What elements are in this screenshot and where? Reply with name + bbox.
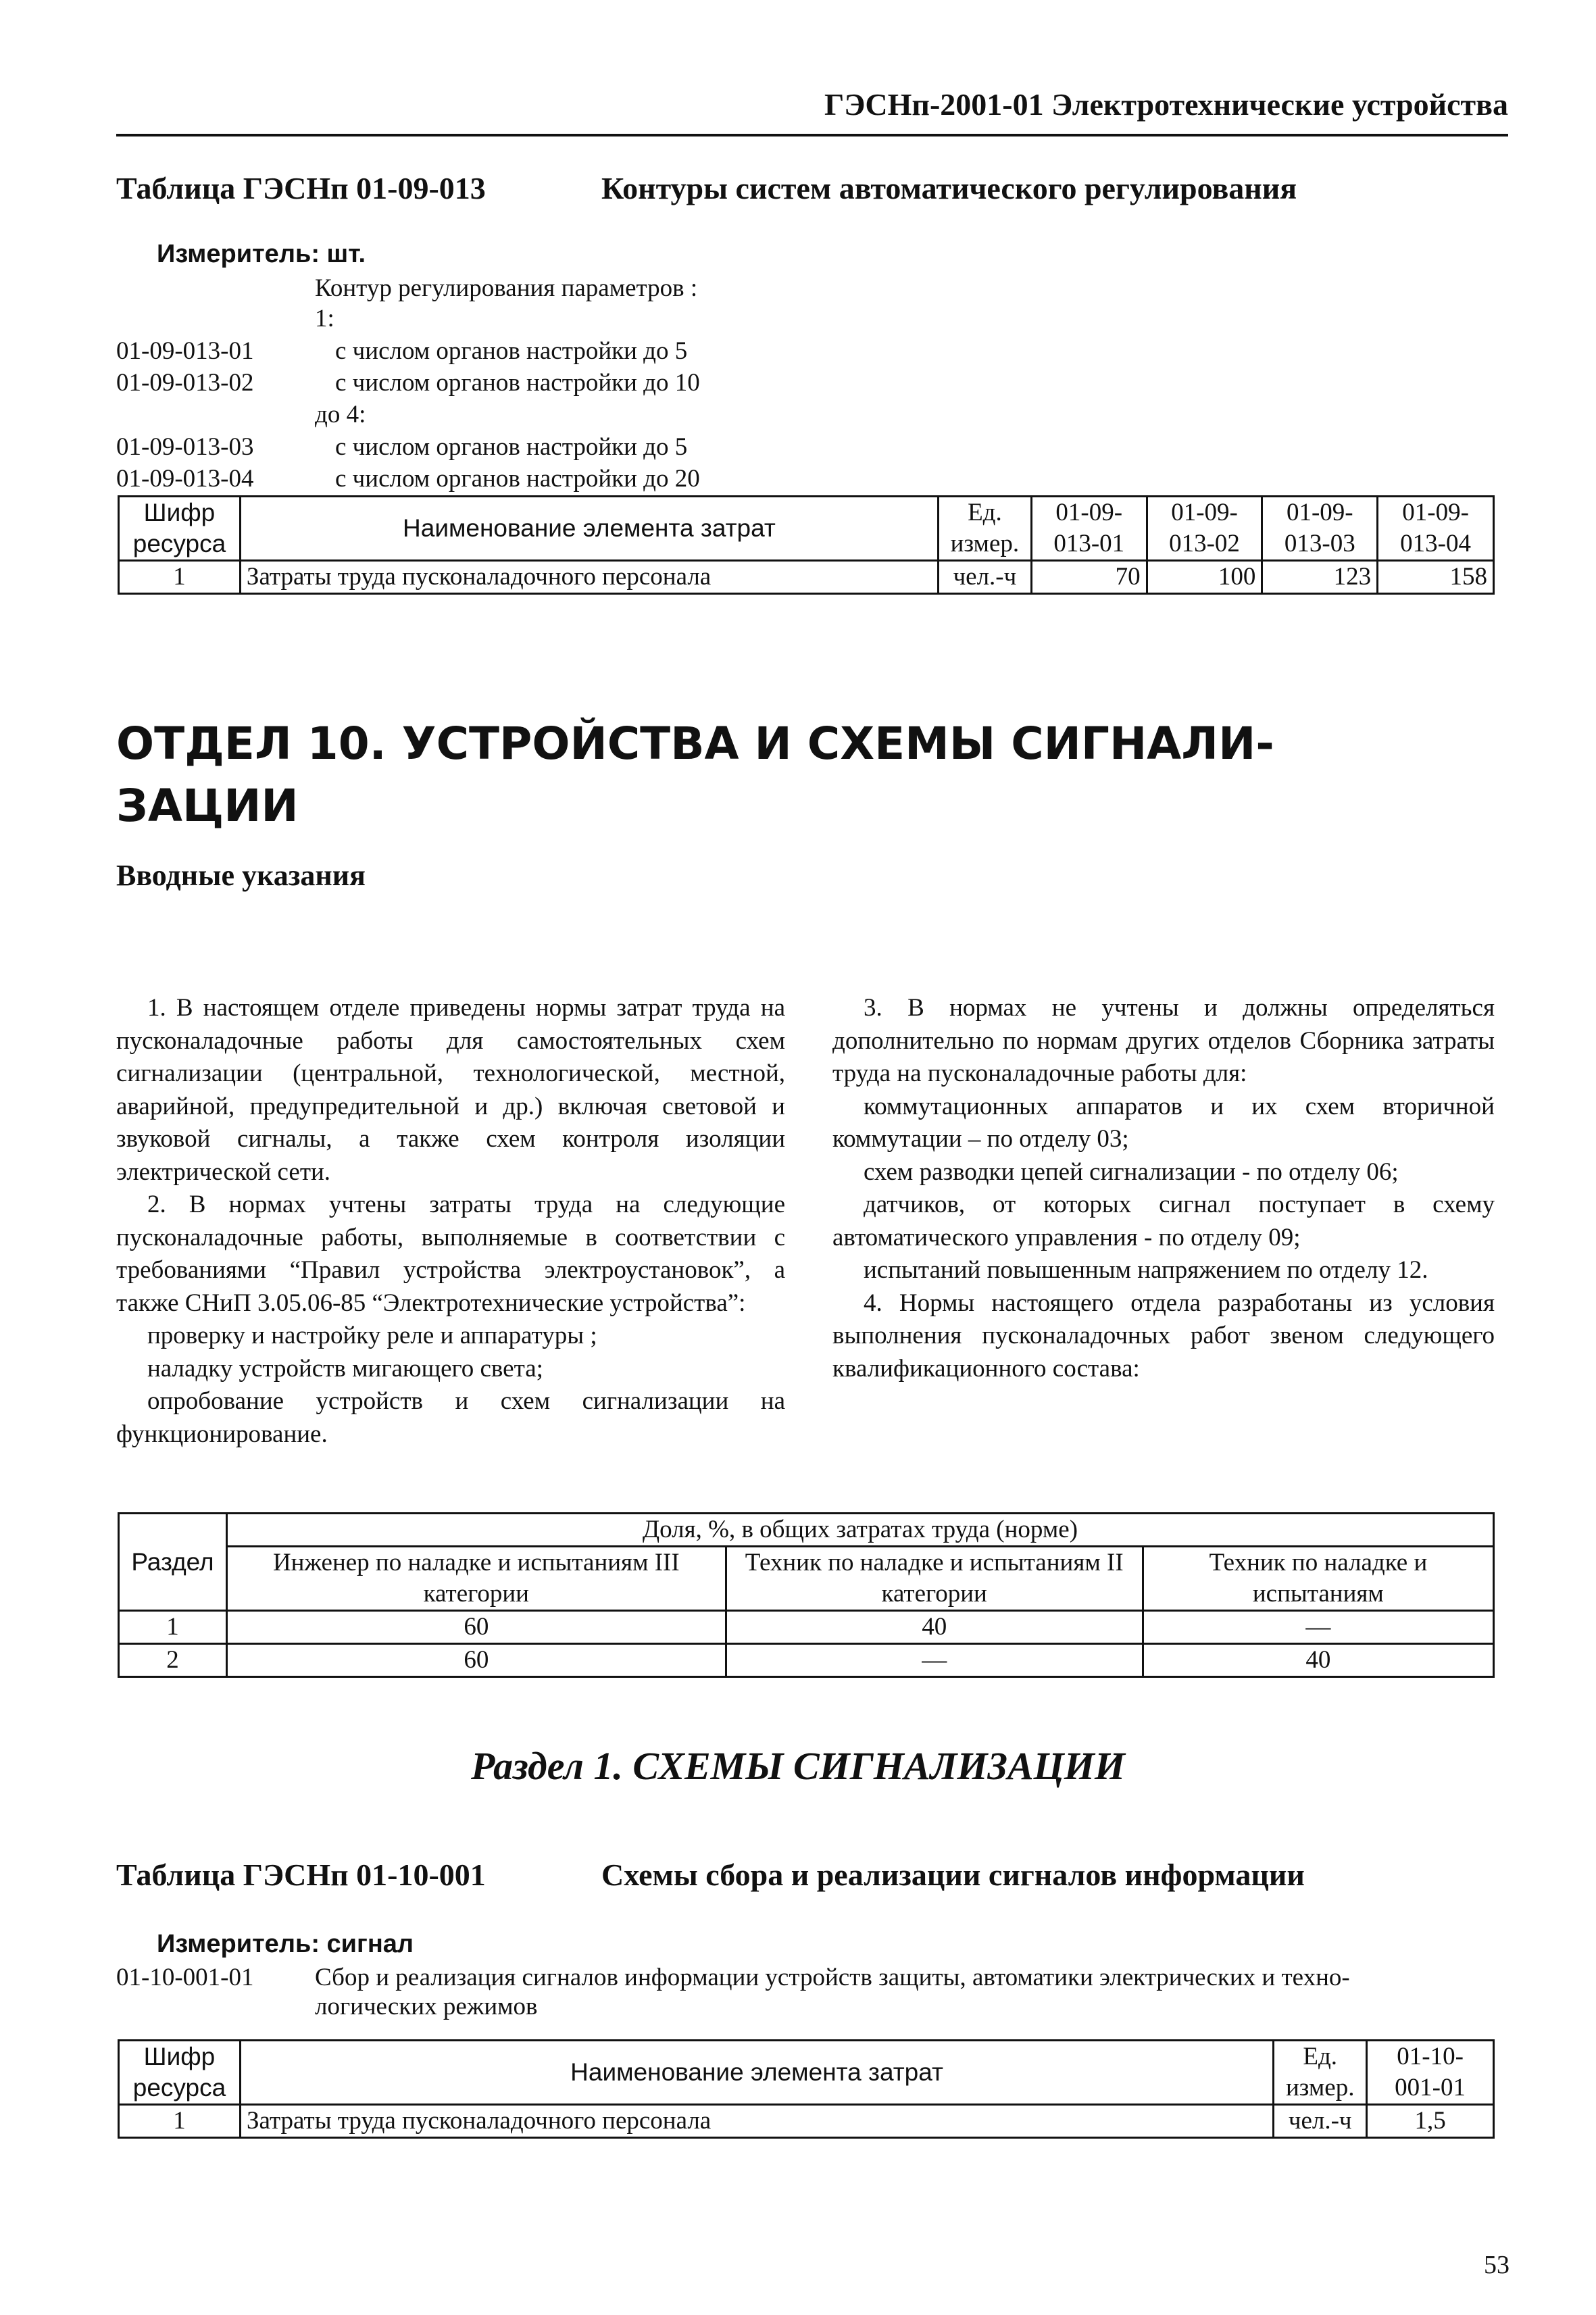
table1-grid (118, 495, 1495, 595)
cell-share: — (726, 1644, 1143, 1677)
norm-desc: с числом органов настройки до 5 (335, 337, 688, 365)
head-code-1: 01-09- 013-01 (1031, 497, 1147, 561)
head-code-3: 01-09- 013-03 (1262, 497, 1378, 561)
head-cipher: Шифр ресурса (119, 497, 241, 561)
cell-unit: чел.-ч (1274, 2105, 1367, 2138)
share-table (118, 1512, 1495, 1678)
head-code-2: 01-09- 013-02 (1147, 497, 1262, 561)
head-cipher: Шифр ресурса (119, 2041, 241, 2105)
table2-title: Схемы сбора и реализации сигналов информации (601, 1858, 1305, 1892)
head-code-1: 01-10- 001-01 (1367, 2041, 1494, 2105)
paragraph: 2. В нормах учтены затраты труда на следующие пусконаладочные работы, выполняемые в соответствии с требованиями “Правил устройства электроустановок”, а также СНиП 3.05.06-85 “Электротехнические устройства”: (116, 1191, 785, 1317)
cell-name: Затраты труда пусконаладочного персонала (240, 2105, 1273, 2138)
cell-cipher: 1 (119, 2105, 241, 2138)
table2-label: Таблица ГЭСНп 01-10-001 (116, 1858, 486, 1892)
table1-label: Таблица ГЭСНп 01-09-013 (116, 171, 486, 205)
group-label-1: 1: (315, 305, 334, 332)
table1-title: Контуры систем автоматического регулирования (601, 171, 1297, 205)
norm-code: 01-09-013-02 (116, 369, 254, 397)
cell-value: 100 (1147, 561, 1262, 594)
head-unit: Ед. измер. (1274, 2041, 1367, 2105)
cell-share: — (1143, 1611, 1493, 1644)
group-title: Контур регулирования параметров : (315, 274, 698, 302)
paragraph: наладку устройств мигающего света; (147, 1354, 543, 1383)
norm-code: 01-09-013-04 (116, 465, 254, 493)
paragraph: 1. В настоящем отделе приведены нормы затрат труда на пусконаладочные работы для самостоятельных схем сигнализации (центральной, технологической, местной, аварийной, предупредительной и др.) включая световой и звуковой сигналы, а также схем контроля изоляции электрической сети. (116, 994, 785, 1186)
table2-measure: Измеритель: сигнал (157, 1930, 414, 1958)
running-header: ГЭСНп-2001-01 Электротехнические устройства (824, 87, 1508, 122)
right-column (832, 992, 1495, 1385)
norm-code: 01-09-013-01 (116, 337, 254, 365)
paragraph: проверку и настройку реле и аппаратуры ; (147, 1322, 597, 1349)
head-unit: Ед. измер. (938, 497, 1031, 561)
cell-share: 40 (1143, 1644, 1493, 1677)
cell-value: 123 (1262, 561, 1378, 594)
header-rule (116, 134, 1508, 136)
head-code-4: 01-09- 013-04 (1378, 497, 1494, 561)
cell-share: 40 (726, 1611, 1143, 1644)
head-name: Наименование элемента затрат (240, 497, 938, 561)
norm-desc: Сбор и реализация сигналов информации устройств защиты, автоматики электрических и техно- логических режимов (315, 1964, 1350, 2020)
head-section: Раздел (119, 1514, 227, 1611)
paragraph: датчиков, от которых сигнал поступает в схему автоматического управления - по отделу 09; (832, 1191, 1495, 1251)
dept-title: ОТДЕЛ 10. УСТРОЙСТВА И СХЕМЫ СИГНАЛИ- ЗАЦИИ (116, 718, 1274, 832)
page-number: 53 (1484, 2251, 1510, 2279)
norm-desc: с числом органов настройки до 5 (335, 433, 688, 461)
head-technician: Техник по наладке и испытаниям (1143, 1547, 1493, 1611)
norm-code: 01-09-013-03 (116, 433, 254, 461)
table1-measure: Измеритель: шт. (157, 240, 366, 268)
norm-code: 01-10-001-01 (116, 1964, 254, 1991)
head-technician-2: Техник по наладке и испытаниям II категории (726, 1547, 1143, 1611)
head-engineer: Инженер по наладке и испытаниям III категории (226, 1547, 726, 1611)
table2-grid (118, 2039, 1495, 2139)
intro-heading: Вводные указания (116, 859, 366, 892)
cell-name: Затраты труда пусконаладочного персонала (240, 561, 938, 594)
section-heading: Раздел 1. СХЕМЫ СИГНАЛИЗАЦИИ (470, 1744, 1126, 1788)
paragraph: коммутационных аппаратов и их схем вторичной коммутации – по отделу 03; (832, 1092, 1495, 1153)
cell-share: 60 (226, 1644, 726, 1677)
cell-section: 2 (119, 1644, 227, 1677)
paragraph: опробование устройств и схем сигнализации на функционирование. (116, 1387, 785, 1448)
cell-cipher: 1 (119, 561, 241, 594)
cell-value: 1,5 (1367, 2105, 1494, 2138)
norm-desc: с числом органов настройки до 10 (335, 369, 700, 397)
paragraph: схем разводки цепей сигнализации - по отделу 06; (864, 1158, 1399, 1186)
cell-value: 158 (1378, 561, 1494, 594)
paragraph: 4. Нормы настоящего отдела разработаны из условия выполнения пусконаладочных работ звеном следующего квалификационного состава: (832, 1289, 1495, 1383)
cell-unit: чел.-ч (938, 561, 1031, 594)
cell-share: 60 (226, 1611, 726, 1644)
head-share: Доля, %, в общих затратах труда (норме) (226, 1514, 1493, 1547)
cell-value: 70 (1031, 561, 1147, 594)
left-column (116, 992, 785, 1451)
head-name: Наименование элемента затрат (240, 2041, 1273, 2105)
group-label-2: до 4: (315, 401, 366, 428)
cell-section: 1 (119, 1611, 227, 1644)
paragraph: 3. В нормах не учтены и должны определяться дополнительно по нормам других отделов Сборника затраты труда на пусконаладочные работы для: (832, 994, 1495, 1087)
paragraph: испытаний повышенным напряжением по отделу 12. (864, 1256, 1428, 1284)
norm-desc: с числом органов настройки до 20 (335, 465, 700, 493)
